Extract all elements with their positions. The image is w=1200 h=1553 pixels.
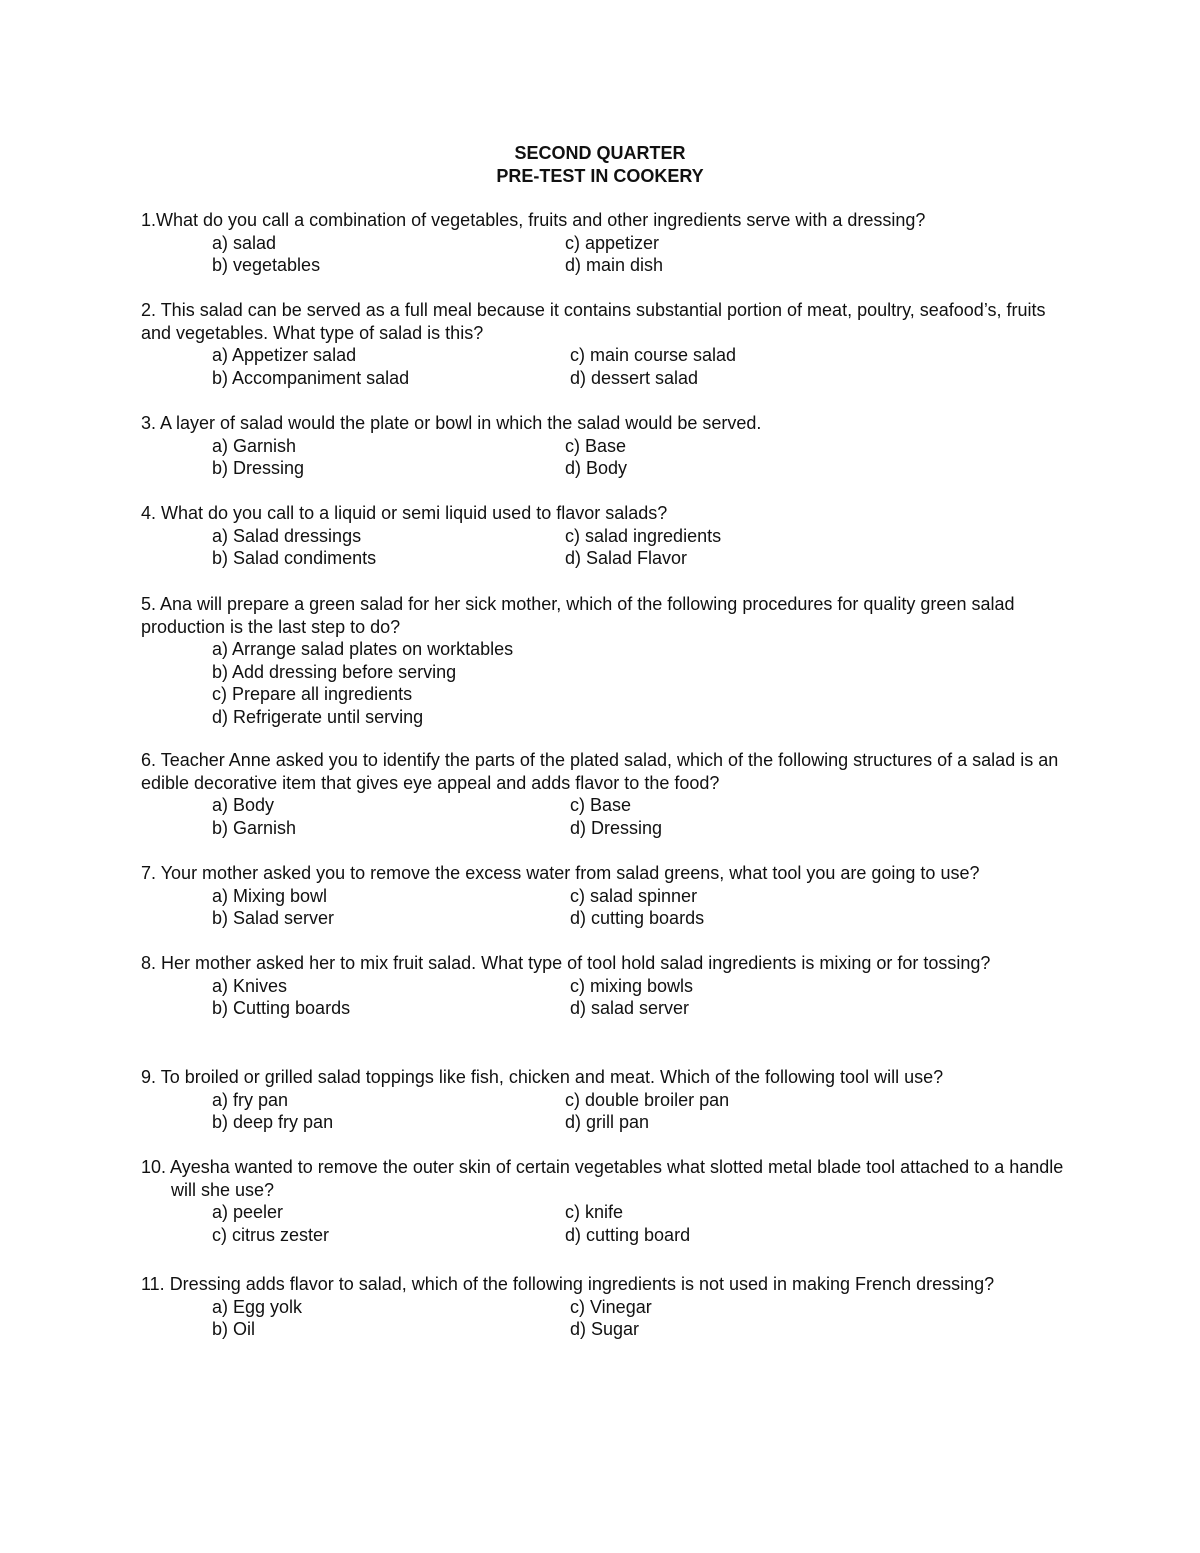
option-c[interactable]: c) double broiler pan <box>565 1089 730 1110</box>
option-a[interactable]: a) Knives <box>212 975 288 996</box>
option-d[interactable]: d) Refrigerate until serving <box>212 706 424 727</box>
answer-options <box>212 525 1071 570</box>
answer-options <box>212 1296 1071 1341</box>
question-stem: 8. Her mother asked her to mix fruit salad. What type of tool hold salad ingredients is mixing or for tossing? <box>141 953 991 973</box>
option-c[interactable]: c) knife <box>565 1202 624 1223</box>
option-c[interactable]: c) mixing bowls <box>570 975 694 996</box>
option-a[interactable]: a) Salad dressings <box>212 525 362 546</box>
option-d[interactable]: d) Salad Flavor <box>565 548 688 569</box>
option-a[interactable]: a) Mixing bowl <box>212 885 328 906</box>
option-a[interactable]: a) peeler <box>212 1202 284 1223</box>
question-9 <box>141 1066 1071 1134</box>
option-b[interactable]: b) Salad server <box>212 908 335 929</box>
option-b[interactable]: b) vegetables <box>212 255 321 276</box>
option-d[interactable]: d) cutting boards <box>570 908 705 929</box>
option-b[interactable]: b) Garnish <box>212 817 297 838</box>
answer-options <box>212 232 1071 277</box>
question-10 <box>141 1156 1071 1246</box>
option-d[interactable]: d) Sugar <box>570 1319 640 1340</box>
question-stem: 7. Your mother asked you to remove the excess water from salad greens, what tool you are going to use? <box>141 863 980 883</box>
answer-options <box>212 1201 1071 1246</box>
option-a[interactable]: a) Arrange salad plates on worktables <box>212 639 514 660</box>
question-8 <box>141 952 1071 1020</box>
answer-options <box>212 794 1071 839</box>
question-stem: 10. Ayesha wanted to remove the outer skin of certain vegetables what slotted metal blade tool attached to a handle will she use? <box>141 1157 1064 1200</box>
question-stem: 11. Dressing adds flavor to salad, which of the following ingredients is not used in making French dressing? <box>141 1274 995 1294</box>
answer-options <box>212 344 1071 389</box>
option-d[interactable]: d) main dish <box>565 255 664 276</box>
answer-options <box>212 435 1071 480</box>
option-d[interactable]: d) salad server <box>570 998 690 1019</box>
answer-options <box>212 885 1071 930</box>
option-a[interactable]: a) Garnish <box>212 435 297 456</box>
question-2 <box>141 299 1071 389</box>
option-a[interactable]: a) Body <box>212 795 275 816</box>
option-c[interactable]: c) Base <box>570 795 632 816</box>
question-stem: 3. A layer of salad would the plate or bowl in which the salad would be served. <box>141 413 762 433</box>
option-c[interactable]: c) Prepare all ingredients <box>212 684 413 705</box>
option-c[interactable]: c) main course salad <box>570 345 737 366</box>
option-b[interactable]: b) deep fry pan <box>212 1112 334 1133</box>
question-4 <box>141 502 1071 570</box>
option-a[interactable]: a) Egg yolk <box>212 1296 303 1317</box>
option-b[interactable]: b) Add dressing before serving <box>212 661 457 682</box>
option-d[interactable]: d) Dressing <box>570 817 663 838</box>
option-b[interactable]: b) Salad condiments <box>212 548 377 569</box>
answer-options <box>212 638 1071 728</box>
option-b[interactable]: b) Oil <box>212 1319 256 1340</box>
option-a[interactable]: a) salad <box>212 232 277 253</box>
page-subtitle: PRE-TEST IN COOKERY <box>496 166 704 186</box>
question-1 <box>141 209 1071 277</box>
option-b[interactable]: b) Accompaniment salad <box>212 367 410 388</box>
option-c[interactable]: c) Vinegar <box>570 1296 652 1317</box>
question-stem: 6. Teacher Anne asked you to identify the parts of the plated salad, which of the following structures of a salad is an edible decorative item that gives eye appeal and adds flavor to the food? <box>141 750 1059 793</box>
option-d[interactable]: d) cutting board <box>565 1224 691 1245</box>
option-b[interactable]: b) Cutting boards <box>212 998 351 1019</box>
option-b[interactable]: c) citrus zester <box>212 1224 330 1245</box>
question-6 <box>141 749 1071 839</box>
option-d[interactable]: d) dessert salad <box>570 367 699 388</box>
option-d[interactable]: d) grill pan <box>565 1112 650 1133</box>
question-5 <box>141 593 1071 729</box>
option-a[interactable]: a) Appetizer salad <box>212 345 357 366</box>
question-7 <box>141 862 1071 930</box>
question-stem: 4. What do you call to a liquid or semi liquid used to flavor salads? <box>141 503 668 523</box>
question-stem: 1.What do you call a combination of vegetables, fruits and other ingredients serve with a dressing? <box>141 210 926 230</box>
option-c[interactable]: c) salad spinner <box>570 885 698 906</box>
option-c[interactable]: c) appetizer <box>565 232 660 253</box>
page-title: SECOND QUARTER <box>514 143 686 163</box>
option-d[interactable]: d) Body <box>565 458 628 479</box>
question-stem: 2. This salad can be served as a full meal because it contains substantial portion of meat, poultry, seafood’s, fruits and vegetables. What type of salad is this? <box>141 300 1046 343</box>
answer-options <box>212 1089 1071 1134</box>
answer-options <box>212 975 1071 1020</box>
option-b[interactable]: b) Dressing <box>212 458 305 479</box>
option-c[interactable]: c) Base <box>565 435 627 456</box>
option-c[interactable]: c) salad ingredients <box>565 525 722 546</box>
question-stem: 9. To broiled or grilled salad toppings like fish, chicken and meat. Which of the following tool will use? <box>141 1067 944 1087</box>
question-3 <box>141 412 1071 480</box>
option-a[interactable]: a) fry pan <box>212 1089 289 1110</box>
question-stem: 5. Ana will prepare a green salad for her sick mother, which of the following procedures for quality green salad production is the last step to do? <box>141 594 1015 637</box>
question-11 <box>141 1273 1071 1341</box>
